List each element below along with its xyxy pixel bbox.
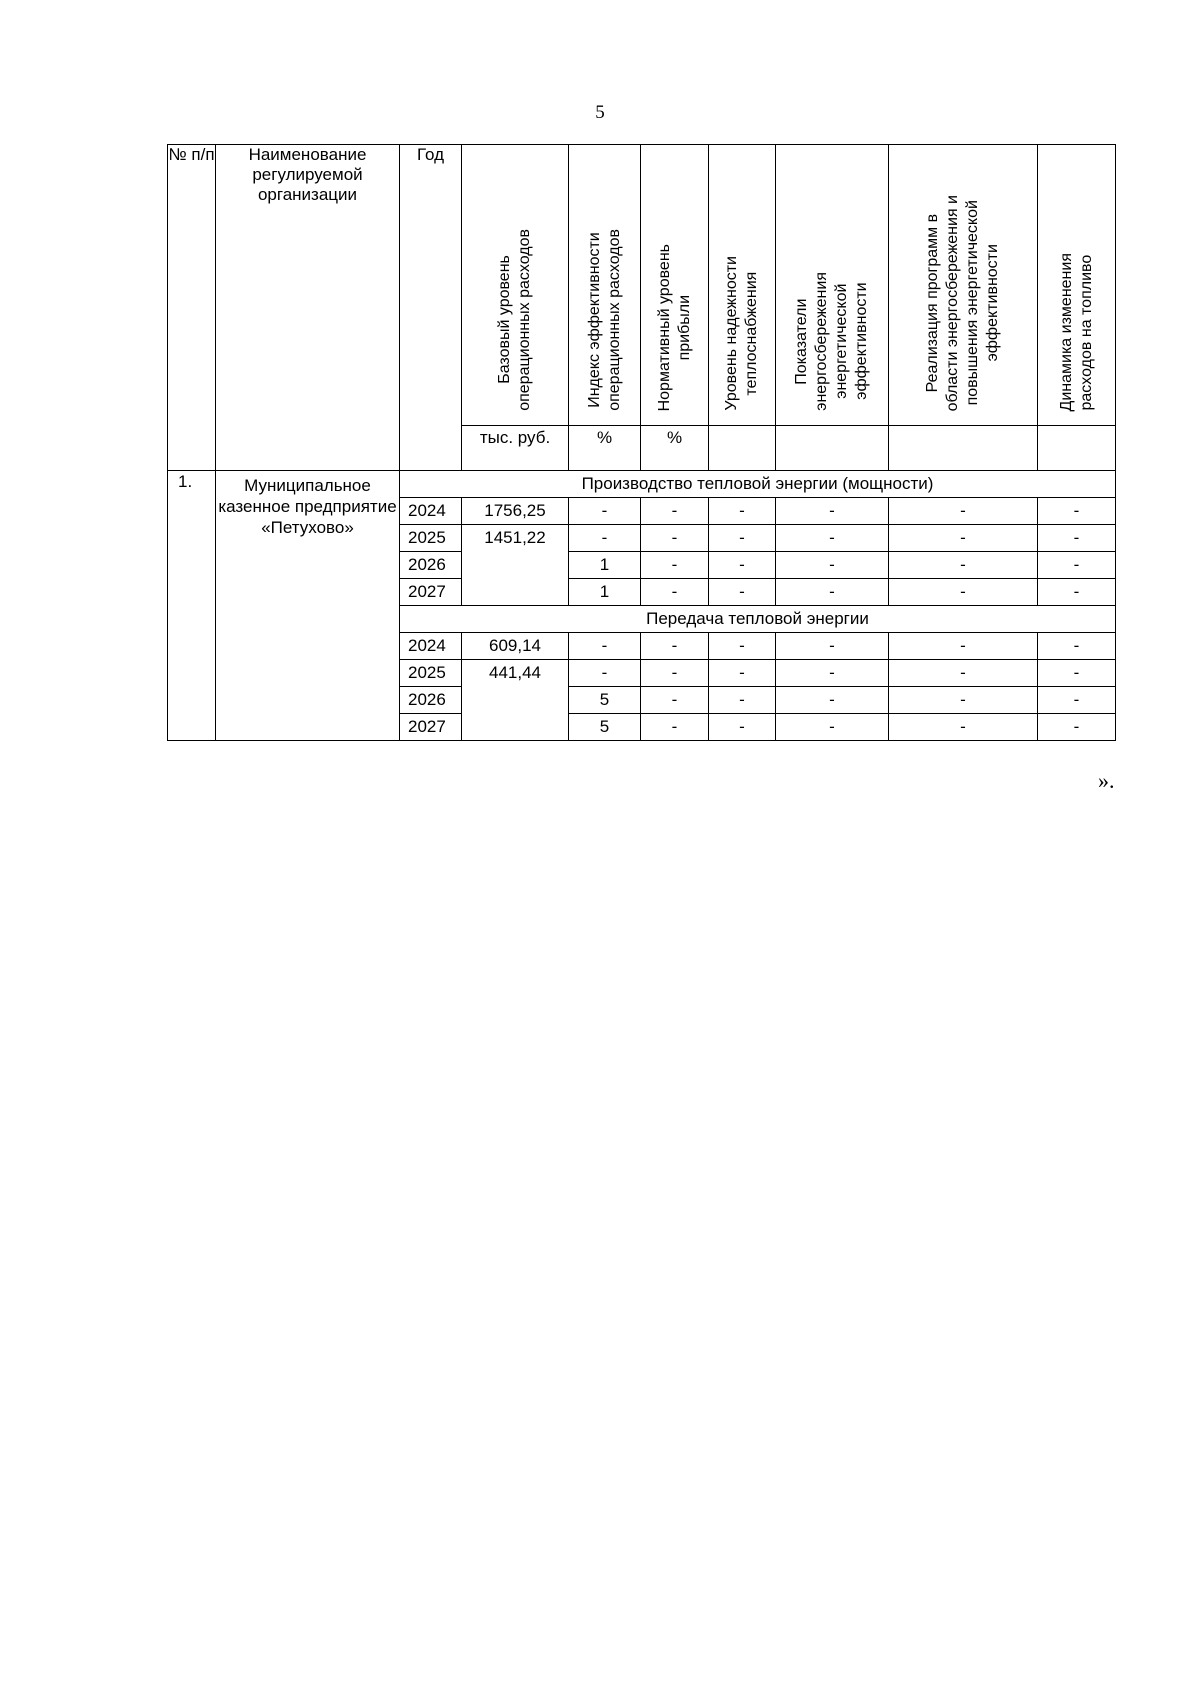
regulation-table (167, 144, 1116, 741)
year-cell: 2024 (400, 498, 462, 525)
year-cell: 2027 (400, 579, 462, 606)
index-cell: 5 (569, 714, 641, 741)
fuel-cell: - (1038, 579, 1116, 606)
page-number: 5 (595, 102, 605, 123)
year-cell: 2026 (400, 552, 462, 579)
program-cell: - (889, 498, 1038, 525)
year-cell: 2027 (400, 714, 462, 741)
index-cell: - (569, 525, 641, 552)
header-org: Наименование регулируемой организации (216, 145, 400, 471)
base-level-cell: 1756,25 (462, 498, 569, 525)
year-cell: 2025 (400, 660, 462, 687)
reliability-cell: - (709, 525, 776, 552)
reliability-cell: - (709, 714, 776, 741)
energy-cell: - (776, 525, 889, 552)
index-cell: - (569, 660, 641, 687)
profit-cell: - (641, 525, 709, 552)
row-number: 1. (168, 471, 216, 741)
header-program: Реализация программ в области энергосбережения и повышения энергетической эффективности (889, 145, 1038, 426)
header-year: Год (400, 145, 462, 471)
energy-cell: - (776, 498, 889, 525)
energy-cell: - (776, 633, 889, 660)
energy-cell: - (776, 552, 889, 579)
section-title: Передача тепловой энергии (400, 606, 1116, 633)
header-profit-level: Нормативный уровень прибыли (641, 145, 709, 426)
index-cell: - (569, 633, 641, 660)
reliability-cell: - (709, 552, 776, 579)
reliability-cell: - (709, 687, 776, 714)
unit-energy (776, 426, 889, 471)
fuel-cell: - (1038, 687, 1116, 714)
reliability-cell: - (709, 633, 776, 660)
fuel-cell: - (1038, 660, 1116, 687)
year-cell: 2025 (400, 525, 462, 552)
fuel-cell: - (1038, 498, 1116, 525)
header-efficiency-index: Индекс эффективности операционных расходов (569, 145, 641, 426)
base-level-cell: 1451,22 (462, 525, 569, 606)
program-cell: - (889, 579, 1038, 606)
index-cell: - (569, 498, 641, 525)
profit-cell: - (641, 552, 709, 579)
unit-reliability (709, 426, 776, 471)
profit-cell: - (641, 660, 709, 687)
header-fuel-dynamics: Динамика изменения расходов на топливо (1038, 145, 1116, 426)
year-cell: 2026 (400, 687, 462, 714)
section-row (168, 471, 1116, 498)
energy-cell: - (776, 714, 889, 741)
unit-base: тыс. руб. (462, 426, 569, 471)
section-title: Производство тепловой энергии (мощности) (400, 471, 1116, 498)
profit-cell: - (641, 579, 709, 606)
program-cell: - (889, 525, 1038, 552)
profit-cell: - (641, 714, 709, 741)
header-energy-saving: Показатели энергосбережения энергетической эффективности (776, 145, 889, 426)
energy-cell: - (776, 660, 889, 687)
fuel-cell: - (1038, 633, 1116, 660)
energy-cell: - (776, 579, 889, 606)
profit-cell: - (641, 498, 709, 525)
unit-index: % (569, 426, 641, 471)
index-cell: 5 (569, 687, 641, 714)
unit-fuel (1038, 426, 1116, 471)
program-cell: - (889, 687, 1038, 714)
header-num: № п/п (168, 145, 216, 471)
reliability-cell: - (709, 579, 776, 606)
closing-quote: ». (1098, 768, 1115, 793)
unit-program (889, 426, 1038, 471)
program-cell: - (889, 633, 1038, 660)
fuel-cell: - (1038, 525, 1116, 552)
profit-cell: - (641, 633, 709, 660)
base-level-cell: 609,14 (462, 633, 569, 660)
fuel-cell: - (1038, 552, 1116, 579)
program-cell: - (889, 660, 1038, 687)
header-reliability: Уровень надежности теплоснабжения (709, 145, 776, 426)
index-cell: 1 (569, 579, 641, 606)
reliability-cell: - (709, 660, 776, 687)
year-cell: 2024 (400, 633, 462, 660)
organization-name: Муниципальное казенное предприятие «Петухово» (216, 471, 400, 741)
unit-profit: % (641, 426, 709, 471)
energy-cell: - (776, 687, 889, 714)
reliability-cell: - (709, 498, 776, 525)
fuel-cell: - (1038, 714, 1116, 741)
program-cell: - (889, 552, 1038, 579)
header-row (168, 145, 1116, 426)
profit-cell: - (641, 687, 709, 714)
program-cell: - (889, 714, 1038, 741)
base-level-cell: 441,44 (462, 660, 569, 741)
index-cell: 1 (569, 552, 641, 579)
header-base-level: Базовый уровень операционных расходов (462, 145, 569, 426)
